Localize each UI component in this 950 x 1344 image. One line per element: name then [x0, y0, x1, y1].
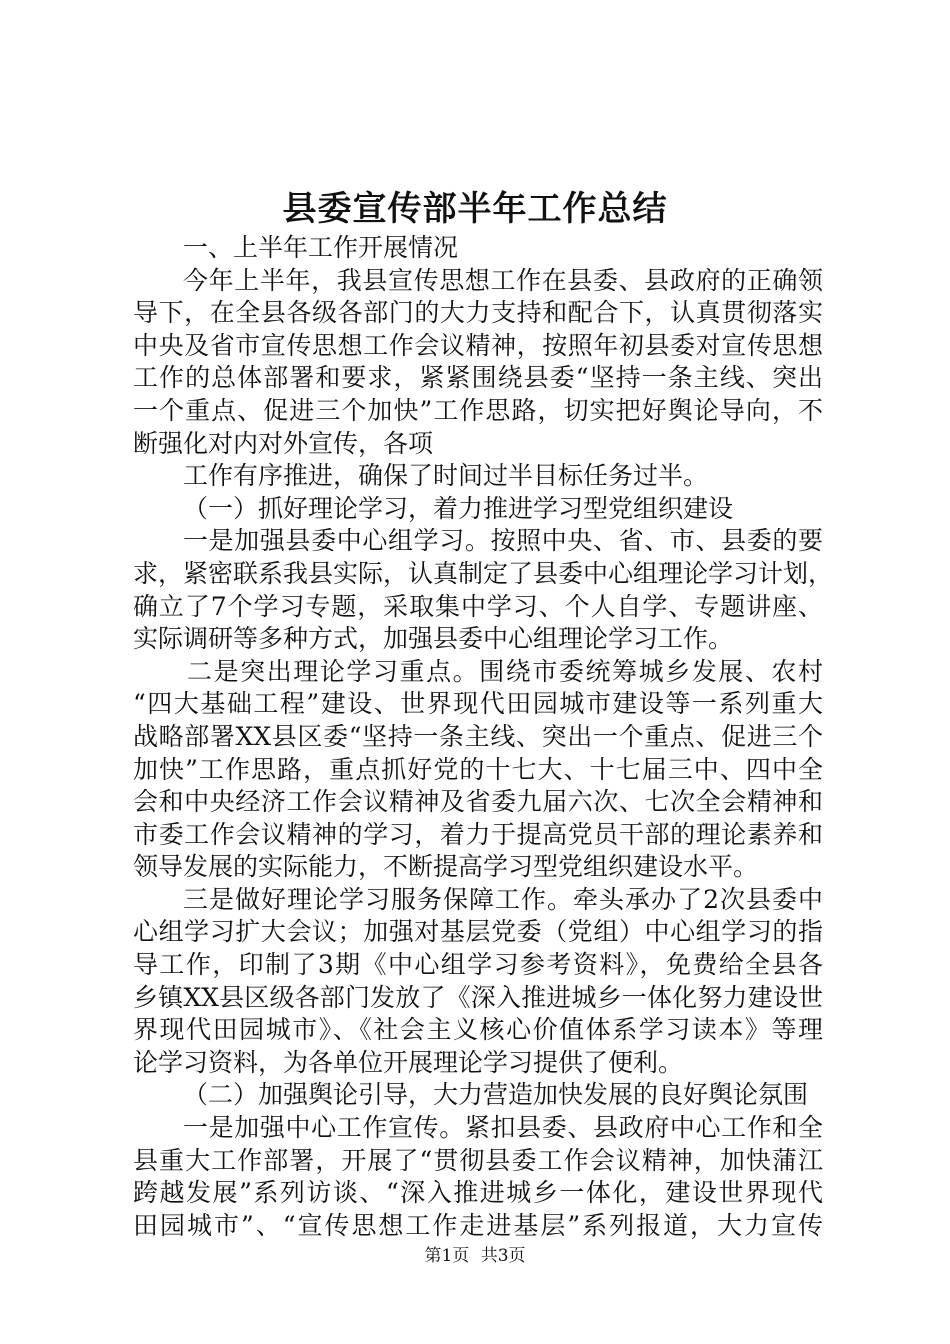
body-line: 今年上半年，我县宣传思想工作在县委、县政府的正确领 — [183, 265, 823, 295]
body-line: 一是加强县委中心组学习。按照中央、省、市、县委的要 — [183, 526, 823, 556]
body-line: 一是加强中心工作宣传。紧扣县委、县政府中心工作和全 — [183, 1113, 823, 1143]
body-line: 二是突出理论学习重点。围绕市委统筹城乡发展、农村 — [187, 656, 823, 686]
body-line: 乡镇XX县区级各部门发放了《深入推进城乡一体化努力建设世 — [133, 982, 823, 1012]
body-line: 工作的总体部署和要求，紧紧围绕县委“坚持一条主线、突出 — [133, 363, 823, 393]
body-line: 中央及省市宣传思想工作会议精神，按照年初县委对宣传思想 — [133, 330, 823, 360]
body-line: 实际调研等多种方式，加强县委中心组理论学习工作。 — [133, 624, 734, 654]
body-line: （二）加强舆论引导，大力营造加快发展的良好舆论氛围 — [183, 1080, 809, 1110]
body-line: 跨越发展”系列访谈、“深入推进城乡一体化，建设世界现代 — [133, 1178, 823, 1208]
page-number-current: 第1页 — [424, 1246, 470, 1266]
body-line: 三是做好理论学习服务保障工作。牵头承办了2次县委中 — [183, 884, 823, 914]
body-line: 工作有序推进，确保了时间过半目标任务过半。 — [183, 461, 709, 491]
body-line: 一个重点、促进三个加快”工作思路，切实把好舆论导向，不 — [133, 395, 823, 425]
body-line: 领导发展的实际能力，不断提高学习型党组织建设水平。 — [133, 852, 759, 882]
page-number-total: 共3页 — [480, 1246, 526, 1266]
body-line: 导工作，印制了3期《中心组学习参考资料》，免费给全县各 — [133, 950, 823, 980]
document-title: 县委宣传部半年工作总结 — [282, 189, 668, 229]
body-line: 会和中央经济工作会议精神及省委九届六次、七次全会精神和 — [133, 787, 823, 817]
body-line: （一）抓好理论学习，着力推进学习型党组织建设 — [183, 493, 734, 523]
body-line: 市委工作会议精神的学习，着力于提高党员干部的理论素养和 — [133, 819, 823, 849]
body-line: 求，紧密联系我县实际，认真制定了县委中心组理论学习计划， — [133, 558, 834, 588]
body-line: 断强化对内对外宣传，各项 — [133, 428, 434, 458]
body-line: 县重大工作部署，开展了“贯彻县委工作会议精神，加快蒲江 — [133, 1145, 823, 1175]
body-line: 一、上半年工作开展情况 — [183, 233, 459, 262]
page-footer — [0, 1244, 950, 1268]
body-line: 战略部署XX县区委“坚持一条主线、突出一个重点、促进三个 — [133, 721, 823, 751]
body-line: 导下，在全县各级各部门的大力支持和配合下，认真贯彻落实 — [133, 298, 823, 328]
body-line: 心组学习扩大会议；加强对基层党委（党组）中心组学习的指 — [133, 917, 823, 947]
body-line: 田园城市”、“宣传思想工作走进基层”系列报道，大力宣传 — [133, 1210, 823, 1240]
body-line: 加快”工作思路，重点抓好党的十七大、十七届三中、四中全 — [133, 754, 823, 784]
body-line: 论学习资料，为各单位开展理论学习提供了便利。 — [133, 1047, 684, 1077]
document-body — [133, 232, 834, 1242]
body-line: 界现代田园城市》、《社会主义核心价值体系学习读本》等理 — [133, 1015, 823, 1045]
body-line: 确立了7个学习专题，采取集中学习、个人自学、专题讲座、 — [133, 591, 823, 621]
body-line: “四大基础工程”建设、世界现代田园城市建设等一系列重大 — [133, 689, 823, 719]
